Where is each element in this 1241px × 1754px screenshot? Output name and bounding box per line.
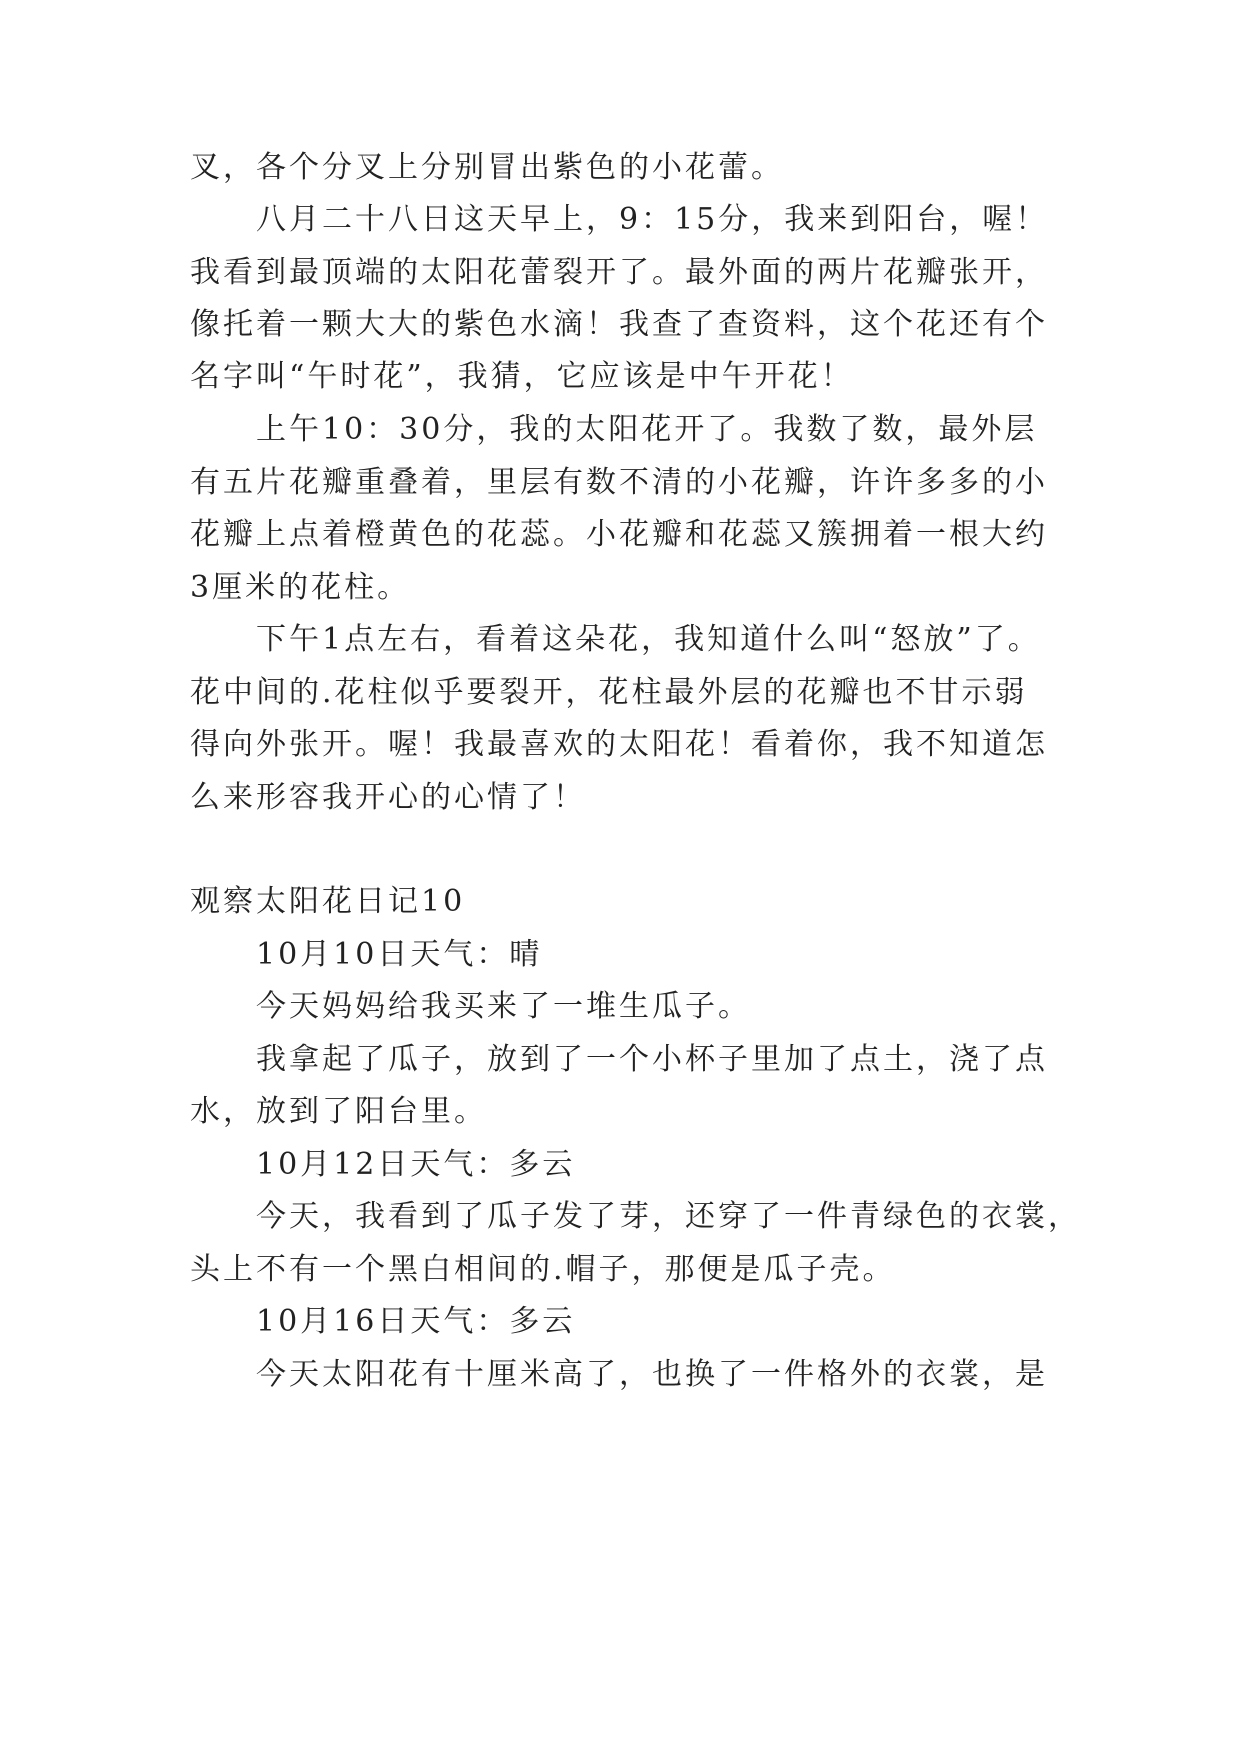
diary-date: 10月16日天气：多云: [256, 1304, 576, 1339]
paragraph-line: 今天，我看到了瓜子发了芽，还穿了一件青绿色的衣裳，: [256, 1199, 1081, 1234]
paragraph-line: 水，放到了阳台里。: [190, 1094, 487, 1129]
paragraph-line: 我拿起了瓜子，放到了一个小杯子里加了点土，浇了点: [256, 1042, 1048, 1077]
paragraph-line: 今天太阳花有十厘米高了，也换了一件格外的衣裳，是: [256, 1357, 1048, 1392]
section-title: 观察太阳花日记10: [190, 884, 466, 919]
paragraph-line: 花瓣上点着橙黄色的花蕊。小花瓣和花蕊又簇拥着一根大约: [190, 517, 1048, 552]
paragraph-line: 花中间的.花柱似乎要裂开，花柱最外层的花瓣也不甘示弱: [190, 675, 1028, 710]
paragraph-line: 下午1点左右，看着这朵花，我知道什么叫“怒放”了。: [256, 622, 1041, 657]
paragraph-line: 得向外张开。喔！我最喜欢的太阳花！看着你，我不知道怎: [190, 727, 1048, 762]
diary-date: 10月12日天气：多云: [256, 1147, 576, 1182]
diary-date: 10月10日天气：晴: [256, 937, 543, 972]
paragraph-line: 我看到最顶端的太阳花蕾裂开了。最外面的两片花瓣张开，: [190, 255, 1048, 290]
paragraph-line: 像托着一颗大大的紫色水滴！我查了查资料，这个花还有个: [190, 307, 1048, 342]
paragraph-line: 么来形容我开心的心情了！: [190, 780, 586, 815]
paragraph-line: 上午10：30分，我的太阳花开了。我数了数，最外层: [256, 412, 1038, 447]
paragraph-line: 今天妈妈给我买来了一堆生瓜子。: [256, 989, 751, 1024]
paragraph-line: 叉，各个分叉上分别冒出紫色的小花蕾。: [190, 150, 784, 185]
paragraph-line: 八月二十八日这天早上，9：15分，我来到阳台，喔！: [256, 202, 1049, 237]
paragraph-line: 有五片花瓣重叠着，里层有数不清的小花瓣，许许多多的小: [190, 465, 1048, 500]
paragraph-line: 名字叫“午时花”，我猜，它应该是中午开花！: [190, 359, 854, 394]
paragraph-line: 头上不有一个黑白相间的.帽子，那便是瓜子壳。: [190, 1252, 896, 1287]
paragraph-line: 3厘米的花柱。: [190, 570, 411, 605]
